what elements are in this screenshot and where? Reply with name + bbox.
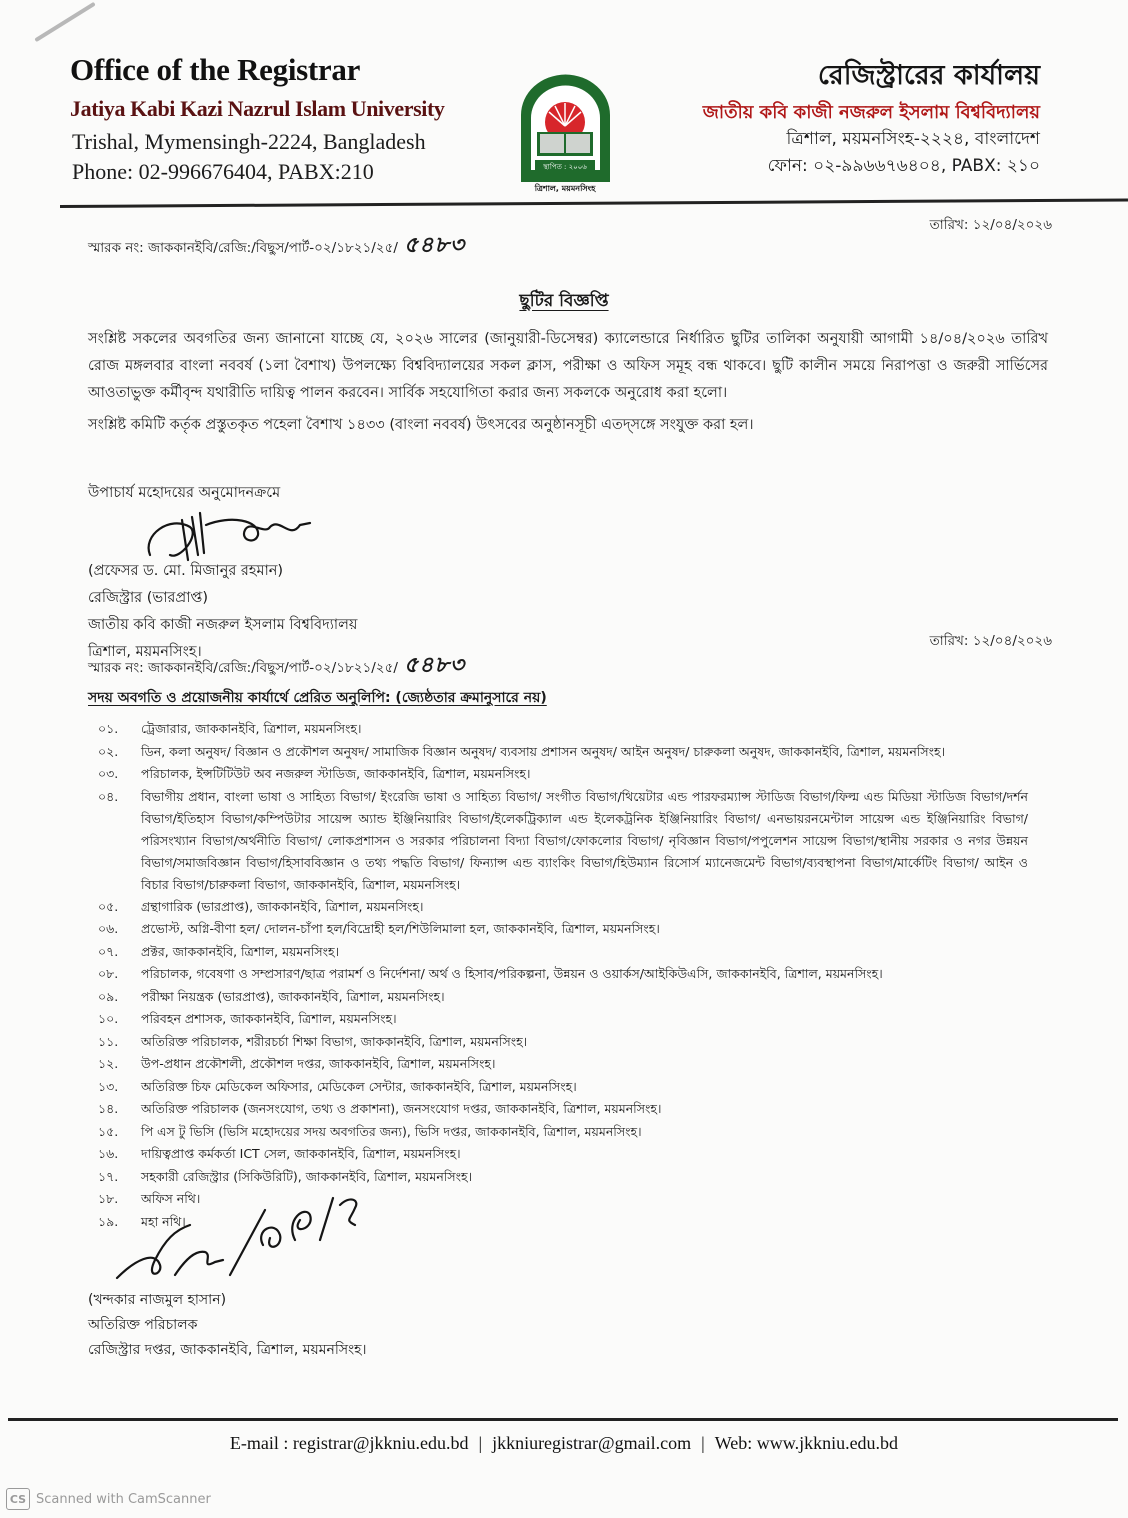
list-item: ১২. উপ-প্রধান প্রকৌশলী, প্রকৌশল দপ্তর, জাককানইবি, ত্রিশাল, ময়মনসিংহ। [98, 1056, 496, 1071]
list-item: ০৬. প্রভোস্ট, অগ্নি-বীণা হল/ দোলন-চাঁপা হল/বিদ্রোহী হল/শিউলিমালা হল, জাককানইবি, ত্রিশাল, ময়মনসিংহ। [98, 921, 660, 936]
office-title-en: Office of the Registrar [70, 52, 361, 87]
additional-director-title: অতিরিক্ত পরিচালক [88, 1317, 198, 1333]
list-item: ০৪. বিভাগীয় প্রধান, বাংলা ভাষা ও সাহিত্য বিভাগ/ ইংরেজি ভাষা ও সাহিত্য বিভাগ/ সংগীত বিভাগ/থিয়েটার এন্ড পারফরম্যান্স স্টাডিজ বিভাগ/ফিল্ম এন্ড মিডিয়া স্টাডিজ বিভাগ/দর্শন বিভাগ/ইতিহাস বিভাগ/কম্পিউটার সায়েন্স অ্যান্ড ইঞ্জিনিয়ারিং বিভাগ/ইলেকট্রিক্যাল এন্ড ইলেকট্রনিক ইঞ্জিনিয়ারিং বিভাগ/ এনভায়রনমেন্টাল সায়েন্স এন্ড ইঞ্জিনিয়ারিং বিভাগ/পরিসংখ্যান বিভাগ/অর্থনীতি বিভাগ/ লোকপ্রশাসন ও সরকার পরিচালনা বিদ্যা বিভাগ/ফোকলোর বিভাগ/ নৃবিজ্ঞান বিভাগ/পপুলেশন সায়েন্স বিভাগ/স্থানীয় সরকার ও নগর উন্নয়ন বিভাগ/সমাজবিজ্ঞান বিভাগ/হিসাববিজ্ঞান ও তথ্য পদ্ধতি বিভাগ/ ফিন্যান্স এন্ড ব্যাংকিং বিভাগ/হিউম্যান রিসোর্স ম্যানেজমেন্ট বিভাগ/ব্যবস্থাপনা বিভাগ/মার্কেটিং বিভাগ/ আইন ও বিচার বিভাগ/চারুকলা বিভাগ, জাককানইবি, ত্রিশাল, ময়মনসিংহ। [98, 788, 1028, 892]
footer-email[interactable]: E-mail : registrar@jkkniu.edu.bd [229, 1433, 469, 1453]
header-divider [60, 198, 1128, 208]
memo-ref-number: ৫৪৮৩ [403, 232, 466, 258]
footer-website[interactable]: Web: www.jkkniu.edu.bd [714, 1433, 899, 1453]
registrar-title: রেজিস্ট্রার (ভারপ্রাপ্ত) [88, 590, 209, 606]
university-emblem-icon [513, 70, 618, 195]
university-name-bn: জাতীয় কবি কাজী নজরুল ইসলাম বিশ্ববিদ্যালয় [702, 102, 1040, 123]
copy-memo-date: তারিখ: ১২/০৪/২০২৬ [929, 633, 1052, 649]
memo-date: তারিখ: ১২/০৪/২০২৬ [929, 217, 1052, 233]
list-item: ০১. ট্রেজারার, জাককানইবি, ত্রিশাল, ময়মনসিংহ। [98, 721, 362, 736]
notice-body: সংশ্লিষ্ট সকলের অবগতির জন্য জানানো যাচ্ছে যে, ২০২৬ সালের (জানুয়ারী-ডিসেম্বর) ক্যালেন্ডারে নির্ধারিত ছুটির তালিকা অনুযায়ী আগামী ১৪/০৪/২০২৬ তারিখ রোজ মঙ্গলবার বাংলা নববর্ষ (১লা বৈশাখ) উপলক্ষ্যে বিশ্ববিদ্যালয়ের সকল ক্লাস, পরীক্ষা ও অফিস সমূহ বন্ধ থাকবে। ছুটি কালীন সময়ে নিরাপত্তা ও জরুরী সার্ভিসের আওতাভুক্ত কর্মীবৃন্দ যথারীতি দায়িত্ব পালন করবেন। সার্বিক সহযোগিতা করার জন্য সকলকে অনুরোধ করা হলো। [88, 331, 1048, 401]
list-item: ০৫. গ্রন্থাগারিক (ভারপ্রাপ্ত), জাককানইবি, ত্রিশাল, ময়মনসিংহ। [98, 898, 424, 914]
university-name-en: Jatiya Kabi Kazi Nazrul Islam University [70, 96, 445, 121]
approval-line: উপাচার্য মহোদয়ের অনুমোদনক্রমে [88, 485, 281, 501]
notice-title: ছুটির বিজ্ঞপ্তি [519, 291, 609, 311]
phone-en: Phone: 02-996676404, PABX:210 [72, 159, 374, 184]
list-item: ১৬. দায়িত্বপ্রাপ্ত কর্মকর্তা ICT সেল, জাককানইবি, ত্রিশাল, ময়মনসিংহ। [98, 1146, 461, 1161]
copy-distribution-heading: সদয় অবগতি ও প্রয়োজনীয় কার্যার্থে প্রেরিত অনুলিপি: (জ্যেষ্ঠতার ক্রমানুসারে নয়) [88, 690, 547, 706]
list-item: ০৩. পরিচালক, ইন্সটিটিউট অব নজরুল স্টাডিজ, জাককানইবি, ত্রিশাল, ময়মনসিংহ। [98, 766, 531, 781]
list-item: ১৩. অতিরিক্ত চিফ মেডিকেল অফিসার, মেডিকেল সেন্টার, জাককানইবি, ত্রিশাল, ময়মনসিংহ। [98, 1078, 577, 1094]
list-item: ০৮. পরিচালক, গবেষণা ও সম্প্রসারণ/ছাত্র পরামর্শ ও নির্দেশনা/ অর্থ ও হিসাব/পরিকল্পনা, উন্নয়ন ও ওয়ার্কস/আইকিউএসি, জাককানইবি, ত্রিশাল, ময়মনসিংহ। [98, 966, 883, 981]
scan-artifact-pen-mark [34, 2, 95, 42]
office-title-bn: রেজিস্ট্রারের কার্যালয় [817, 60, 1040, 91]
list-item: ১৫. পি এস টু ভিসি (ভিসি মহোদয়ের সদয় অবগতির জন্য), ভিসি দপ্তর, জাককানইবি, ত্রিশাল, ময়মনসিংহ। [98, 1123, 642, 1139]
svg-text:ত্রিশাল, ময়মনসিংহ: ত্রিশাল, ময়মনসিংহ [534, 184, 596, 193]
list-item: ১৭. সহকারী রেজিস্ট্রার (সিকিউরিটি), জাককানইবি, ত্রিশাল, ময়মনসিংহ। [98, 1168, 473, 1184]
additional-director-office: রেজিস্ট্রার দপ্তর, জাককানইবি, ত্রিশাল, ময়মনসিংহ। [88, 1342, 367, 1358]
list-item: ০২. ডিন, কলা অনুষদ/ বিজ্ঞান ও প্রকৌশল অনুষদ/ সামাজিক বিজ্ঞান অনুষদ/ ব্যবসায় প্রশাসন অনুষদ/ আইন অনুষদ/ চারুকলা অনুষদ, জাককানইবি, ত্রিশাল, ময়মনসিংহ। [98, 743, 946, 759]
address-en: Trishal, Mymensingh-2224, Bangladesh [72, 129, 426, 154]
copy-memo-ref-number: ৫৪৮৩ [403, 652, 466, 678]
list-item: ০৯. পরীক্ষা নিয়ন্ত্রক (ভারপ্রাপ্ত), জাককানইবি, ত্রিশাল, ময়মনসিংহ। [98, 988, 445, 1004]
copy-memo-ref-label: স্মারক নং: জাককানইবি/রেজি:/বিছুস/পার্ট-০২/১৮২১/২৫/ [88, 660, 398, 676]
phone-bn: ফোন: ০২-৯৯৬৬৭৬৪০৪, PABX: ২১০ [767, 156, 1040, 176]
list-item: ১৮. অফিস নথি। [98, 1191, 201, 1206]
additional-director-name: (খন্দকার নাজমুল হাসান) [88, 1292, 227, 1308]
additional-director-signature [105, 1190, 365, 1294]
address-bn: ত্রিশাল, ময়মনসিংহ-২২২৪, বাংলাদেশ [786, 129, 1040, 149]
footer-divider [8, 1418, 1118, 1421]
camscanner-logo-icon: CS [6, 1488, 30, 1510]
additional-director-details [88, 1288, 367, 1363]
footer-contact: E-mail : registrar@jkkniu.edu.bd | jkkniuregistrar@gmail.com | Web: www.jkkniu.edu.bd [229, 1433, 899, 1453]
footer-email-gmail[interactable]: jkkniuregistrar@gmail.com [492, 1433, 692, 1453]
registrar-org: জাতীয় কবি কাজী নজরুল ইসলাম বিশ্ববিদ্যালয় [88, 617, 358, 633]
svg-text:স্থাপিত : ২০০৬: স্থাপিত : ২০০৬ [543, 163, 587, 171]
memo-ref-label: স্মারক নং: জাককানইবি/রেজি:/বিছুস/পার্ট-০২/১৮২১/২৫/ [88, 240, 398, 256]
list-item: ১০. পরিবহন প্রশাসক, জাককানইবি, ত্রিশাল, ময়মনসিংহ। [98, 1011, 397, 1026]
registrar-place: ত্রিশাল, ময়মনসিংহ। [88, 644, 202, 660]
copy-distribution-list [98, 718, 1028, 1233]
list-item: ১৪. অতিরিক্ত পরিচালক (জনসংযোগ, তথ্য ও প্রকাশনা), জনসংযোগ দপ্তর, জাককানইবি, ত্রিশাল, ময়মনসিংহ। [98, 1101, 662, 1116]
list-item: ১৯. মহা নথি। [98, 1213, 186, 1229]
registrar-name: (প্রফেসর ড. মো. মিজানুর রহমান) [88, 563, 284, 579]
memo-reference [88, 228, 465, 265]
camscanner-watermark [6, 1488, 211, 1510]
copy-memo-reference [88, 648, 465, 685]
camscanner-text: Scanned with CamScanner [36, 1491, 211, 1507]
notice-attachment-note: সংশ্লিষ্ট কমিটি কর্তৃক প্রস্তুতকৃত পহেলা বৈশাখ ১৪৩৩ (বাংলা নববর্ষ) উৎসবের অনুষ্ঠানসূচী এতদ্সঙ্গে সংযুক্ত করা হল। [88, 417, 754, 433]
list-item: ১১. অতিরিক্ত পরিচালক, শরীরচর্চা শিক্ষা বিভাগ, জাককানইবি, ত্রিশাল, ময়মনসিংহ। [98, 1033, 528, 1049]
list-item: ০৭. প্রক্টর, জাককানইবি, ত্রিশাল, ময়মনসিংহ। [98, 943, 340, 959]
